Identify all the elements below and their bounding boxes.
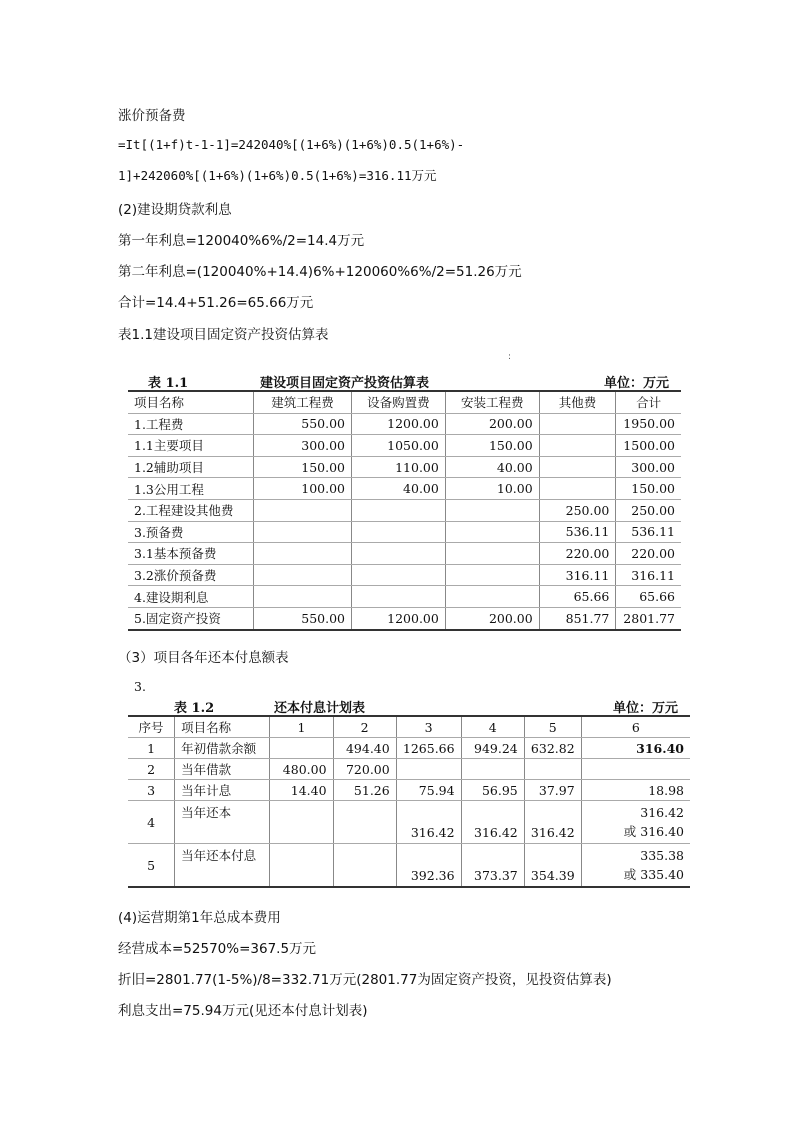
cell: 150.00 [616,478,681,500]
cell: 51.26 [333,780,396,801]
table-row [128,521,681,543]
cell [333,801,396,844]
cell: 316.40 [581,738,690,759]
header-cell: 建筑工程费 [254,391,352,413]
cell: 949.24 [461,738,524,759]
cell-value: 335.38 [640,848,684,863]
cell: 316.42 [524,801,581,844]
cell-alt-value: 或 316.40 [623,824,684,839]
cell: 1950.00 [616,413,681,435]
text-line-depreciation: 折旧=2801.77(1-5%)/8=332.71万元(2801.77为固定资产投资，见投资估算表) [118,972,612,988]
cell: 536.11 [539,521,616,543]
section-heading-3: （3）项目各年还本付息额表 [118,650,289,666]
cell [524,759,581,780]
cell: 200.00 [445,607,539,629]
cell: 5 [128,844,175,888]
cell: 年初借款余额 [175,738,270,759]
cell: 354.39 [524,844,581,888]
cell: 550.00 [254,413,352,435]
cell: 1500.00 [616,435,681,457]
cell: 1050.00 [352,435,446,457]
table2-label: 表 1.2 [174,701,215,716]
table-row [128,456,681,478]
table2-header [128,695,690,715]
cell [445,586,539,608]
table-row [128,478,681,500]
header-cell: 5 [524,716,581,738]
table-row [128,780,690,801]
cell [254,586,352,608]
cell: 40.00 [445,456,539,478]
cell: 536.11 [616,521,681,543]
section-heading-4: (4)运营期第1年总成本费用 [118,910,281,926]
cell [445,564,539,586]
cell [539,413,616,435]
cell-two-values [581,844,690,888]
header-cell: 项目名称 [128,391,254,413]
cell: 10.00 [445,478,539,500]
cell [352,543,446,565]
cell: 2 [128,759,175,780]
formula-line-2: 1]+242060%[(1+6%)(1+6%)0.5(1+6%)=316.11万元 [118,168,437,183]
cell: 当年计息 [175,780,270,801]
cell: 632.82 [524,738,581,759]
cell [539,478,616,500]
cell: 480.00 [270,759,333,780]
cell: 1.3公用工程 [128,478,254,500]
cell: 220.00 [539,543,616,565]
header-cell: 序号 [128,716,175,738]
table-row [128,413,681,435]
table-row [128,543,681,565]
table-row [128,738,690,759]
table-row [128,499,681,521]
cell [270,801,333,844]
cell [581,759,690,780]
cell: 3.预备费 [128,521,254,543]
cell [539,456,616,478]
cell [254,499,352,521]
table1-label: 表 1.1 [148,376,189,391]
table2-lead: 3. [134,679,146,694]
section-heading-2: (2)建设期贷款利息 [118,202,232,218]
cell: 110.00 [352,456,446,478]
cell: 200.00 [445,413,539,435]
table2-unit: 单位：万元 [612,701,678,716]
stray-mark: : [508,352,512,362]
header-cell: 项目名称 [175,716,270,738]
cell: 316.42 [396,801,461,844]
cell: 250.00 [539,499,616,521]
cell: 851.77 [539,607,616,629]
cell: 150.00 [254,456,352,478]
cell: 392.36 [396,844,461,888]
cell: 494.40 [333,738,396,759]
cell [445,521,539,543]
cell: 1 [128,738,175,759]
cell [352,499,446,521]
table-row [128,435,681,457]
table-row [128,586,681,608]
cell: 1.工程费 [128,413,254,435]
cell [352,586,446,608]
cell-two-values [581,801,690,844]
cell: 65.66 [539,586,616,608]
header-cell: 1 [270,716,333,738]
header-cell: 4 [461,716,524,738]
text-line-total: 合计=14.4+51.26=65.66万元 [118,295,314,311]
cell: 2801.77 [616,607,681,629]
cell [333,844,396,888]
cell-alt-value: 或 335.40 [623,867,684,882]
cell: 316.11 [616,564,681,586]
cell-value: 316.42 [640,805,684,820]
text-line-1: 涨价预备费 [118,108,186,124]
table-row [128,759,690,780]
header-cell: 6 [581,716,690,738]
cell: 18.98 [581,780,690,801]
table-caption-1: 表1.1建设项目固定资产投资估算表 [118,327,329,343]
cell: 14.40 [270,780,333,801]
cell: 1265.66 [396,738,461,759]
cell: 1200.00 [352,607,446,629]
header-cell: 3 [396,716,461,738]
cell: 当年还本付息 [175,844,270,888]
cell: 4.建设期利息 [128,586,254,608]
table-header-row [128,716,690,738]
cell: 550.00 [254,607,352,629]
text-line-interest-expense: 利息支出=75.94万元(见还本付息计划表) [118,1003,368,1019]
cell [396,759,461,780]
cell: 316.11 [539,564,616,586]
header-cell: 安装工程费 [445,391,539,413]
table-row [128,801,690,844]
cell: 当年还本 [175,801,270,844]
table-header-row [128,391,681,413]
cell: 300.00 [254,435,352,457]
cell [254,564,352,586]
cell: 720.00 [333,759,396,780]
cell [254,521,352,543]
table-row [128,564,681,586]
cell: 75.94 [396,780,461,801]
cell: 1200.00 [352,413,446,435]
cell: 316.42 [461,801,524,844]
cell: 56.95 [461,780,524,801]
cell [352,521,446,543]
cell: 4 [128,801,175,844]
cell: 3.1基本预备费 [128,543,254,565]
cell: 300.00 [616,456,681,478]
cell: 37.97 [524,780,581,801]
cell: 2.工程建设其他费 [128,499,254,521]
cell: 3.2涨价预备费 [128,564,254,586]
text-line-first-year-interest: 第一年利息=120040%6%/2=14.4万元 [118,233,365,249]
formula-line-1: =It[(1+f)t-1-1]=242040%[(1+6%)(1+6%)0.5(1+6%)- [118,137,465,152]
cell [352,564,446,586]
cell: 当年借款 [175,759,270,780]
cell [539,435,616,457]
text-line-operating-cost: 经营成本=52570%=367.5万元 [118,941,317,957]
header-cell: 设备购置费 [352,391,446,413]
repayment-schedule-table [128,715,690,888]
cell: 1.1主要项目 [128,435,254,457]
cell: 5.固定资产投资 [128,607,254,629]
header-cell: 其他费 [539,391,616,413]
cell: 373.37 [461,844,524,888]
cell: 250.00 [616,499,681,521]
cell: 40.00 [352,478,446,500]
cell: 65.66 [616,586,681,608]
table-row [128,844,690,888]
cell: 150.00 [445,435,539,457]
cell [445,543,539,565]
table1-unit: 单位：万元 [603,376,669,391]
cell: 220.00 [616,543,681,565]
cell [254,543,352,565]
header-cell: 2 [333,716,396,738]
cell [445,499,539,521]
table1-header [128,370,681,390]
table1-title: 建设项目固定资产投资估算表 [260,376,430,391]
cell [461,759,524,780]
cell [270,738,333,759]
text-line-second-year-interest: 第二年利息=(120040%+14.4)6%+120060%6%/2=51.26万元 [118,264,522,280]
cell: 1.2辅助项目 [128,456,254,478]
table-row [128,607,681,629]
cell: 3 [128,780,175,801]
cell [270,844,333,888]
header-cell: 合计 [616,391,681,413]
investment-estimate-table [128,390,681,631]
cell: 100.00 [254,478,352,500]
table2-title: 还本付息计划表 [274,701,366,716]
